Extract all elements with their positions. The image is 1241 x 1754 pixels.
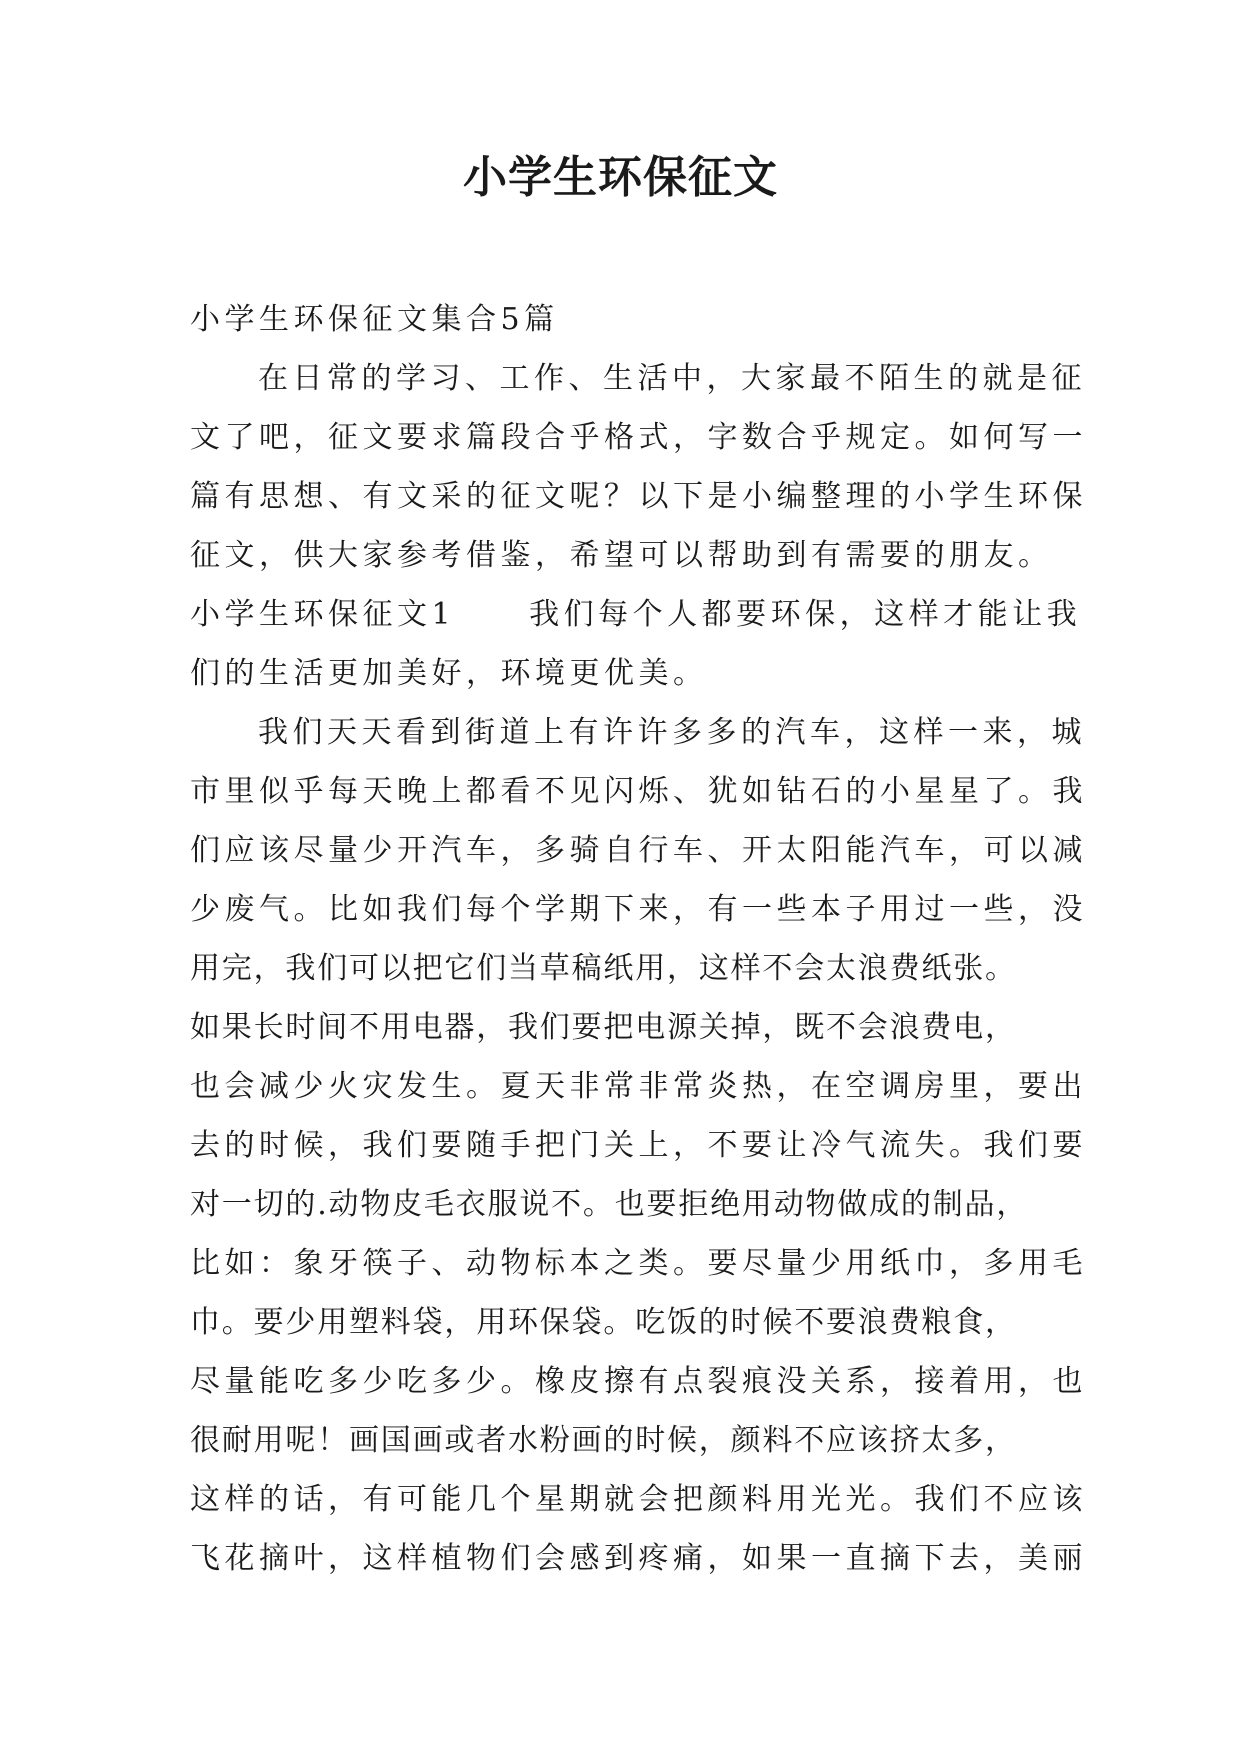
- text-line: 这样的话，有可能几个星期就会把颜料用光光。我们不应该: [190, 1482, 1087, 1517]
- subtitle-line: 小学生环保征文集合5篇: [190, 302, 559, 337]
- text-line: 少废气。比如我们每个学期下来，有一些本子用过一些，没: [190, 892, 1087, 927]
- text-line: 征文，供大家参考借鉴，希望可以帮助到有需要的朋友。: [190, 538, 1053, 573]
- text-line-content: 在日常的学习、工作、生活中，大家最不陌生的就是征: [258, 361, 1086, 396]
- text-line: 对一切的.动物皮毛衣服说不。也要拒绝用动物做成的制品，: [190, 1187, 1029, 1222]
- text-line: 尽量能吃多少吃多少。橡皮擦有点裂痕没关系，接着用，也: [190, 1364, 1087, 1399]
- text-line: [190, 703, 1086, 762]
- text-line: 市里似乎每天晚上都看不见闪烁、犹如钻石的小星星了。我: [190, 774, 1087, 809]
- text-line-content: 我们天天看到街道上有许许多多的汽车，这样一来，城: [258, 715, 1086, 750]
- section-heading-1: 小学生环保征文1: [190, 597, 456, 632]
- text-line: 篇有思想、有文采的征文呢？以下是小编整理的小学生环保: [190, 479, 1087, 514]
- text-line: 如果长时间不用电器，我们要把电源关掉，既不会浪费电，: [190, 1010, 1017, 1045]
- text-line: 文了吧，征文要求篇段合乎格式，字数合乎规定。如何写一: [190, 420, 1087, 455]
- text-line: 巾。要少用塑料袋，用环保袋。吃饭的时候不要浪费粮食，: [190, 1305, 1017, 1340]
- text-line: 用完，我们可以把它们当草稿纸用，这样不会太浪费纸张。: [190, 951, 1017, 986]
- text-line: 比如：象牙筷子、动物标本之类。要尽量少用纸巾，多用毛: [190, 1246, 1087, 1281]
- text-line: 也会减少火灾发生。夏天非常非常炎热，在空调房里，要出: [190, 1069, 1087, 1104]
- text-line: 很耐用呢！画国画或者水粉画的时候，颜料不应该挤太多，: [190, 1423, 1017, 1458]
- text-line-content: 我们每个人都要环保，这样才能让我: [529, 597, 1082, 632]
- page-title: 小学生环保征文: [463, 152, 778, 203]
- text-line: 去的时候，我们要随手把门关上，不要让冷气流失。我们要: [190, 1128, 1087, 1163]
- text-line: 们的生活更加美好，环境更优美。: [190, 656, 708, 691]
- text-line: [190, 349, 1086, 408]
- document-body: [190, 290, 1087, 1588]
- text-line: [190, 585, 1082, 644]
- text-line: 飞花摘叶，这样植物们会感到疼痛，如果一直摘下去，美丽: [190, 1541, 1087, 1576]
- text-line: 们应该尽量少开汽车，多骑自行车、开太阳能汽车，可以减: [190, 833, 1087, 868]
